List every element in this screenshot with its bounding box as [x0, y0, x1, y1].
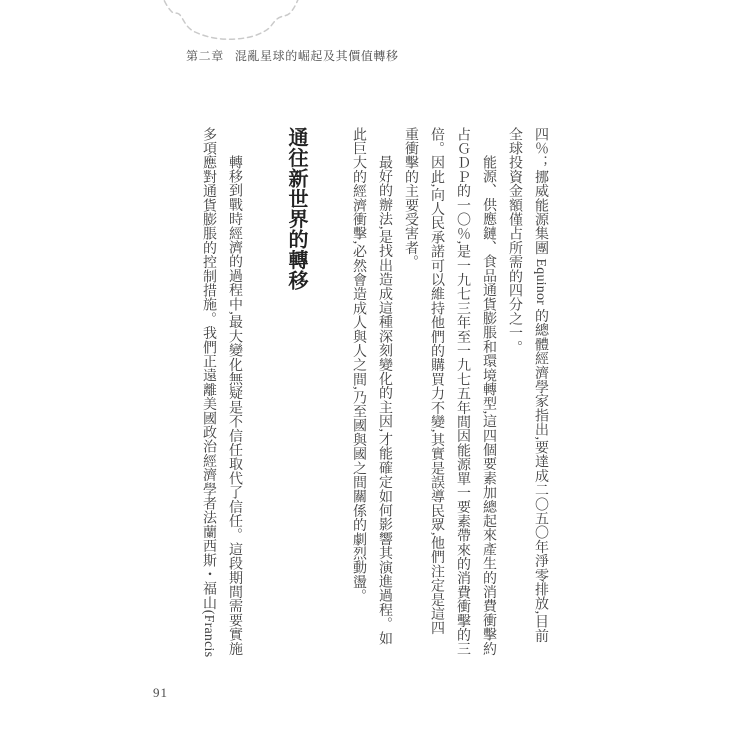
text-column: 能源、供應鏈、食品通貨膨脹和環境轉型,這四個要素加總起來產生的消費衝擊約 — [481, 155, 496, 656]
chapter-number: 第二章 — [186, 49, 224, 63]
text-column: 占ＧＤＰ的一〇％,是一九七三年至一九七五年間因能源單一要素帶來的消費衝擊的三 — [455, 127, 470, 657]
running-header — [186, 47, 399, 64]
text-column: 此巨大的經濟衝擊,必然會造成人與人之間,乃至國與國之間關係的劇烈動盪。 — [351, 127, 366, 603]
text-column: 倍。因此,向人民承諾可以維持他們的購買力不變,其實是誤導民眾,他們注定是這四 — [429, 127, 444, 636]
text-column: 全球投資金額僅占所需的四分之一。 — [507, 127, 522, 355]
article-body — [195, 127, 553, 675]
text-column: 最好的辦法,是找出造成這種深刻變化的主因,才能確定如何影響其演進過程。如 — [377, 155, 392, 646]
text-column: 四％；挪威能源集團 Equinor 的總體經濟學家指出,要達成二〇五〇年淨零排放,目前 — [533, 127, 548, 643]
text-column: 多項應對通貨膨脹的控制措施。我們正遠離美國政治經濟學者法蘭西斯・福山(Francis — [201, 127, 216, 658]
cloud-decoration-icon — [148, 0, 318, 46]
text-column: 重衝擊的主要受害者。 — [403, 127, 418, 269]
chapter-title: 混亂星球的崛起及其價值轉移 — [234, 49, 399, 63]
text-column: 轉移到戰時經濟的過程中,最大變化無疑是不信任取代了信任。這段期間需要實施 — [227, 155, 242, 656]
section-heading: 通往新世界的轉移 — [285, 127, 307, 291]
page-number: 91 — [153, 685, 168, 700]
